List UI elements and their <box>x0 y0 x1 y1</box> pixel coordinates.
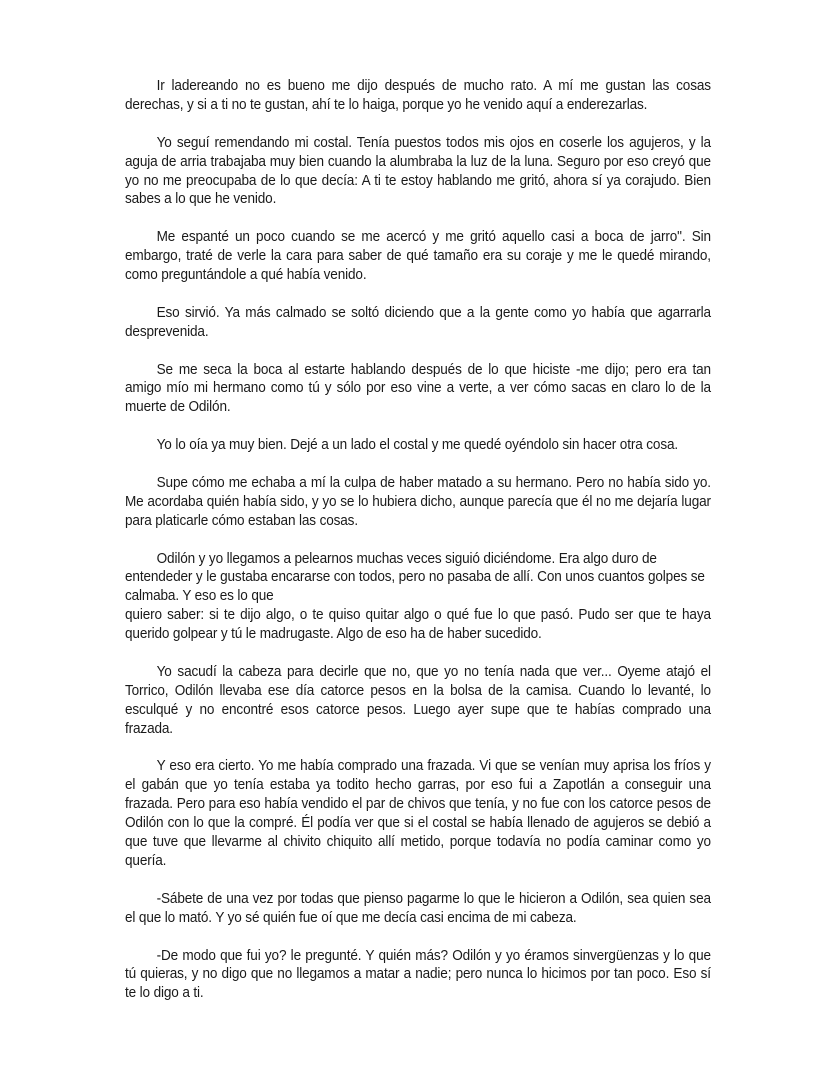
paragraph-9: Yo sacudí la cabeza para decirle que no, que yo no tenía nada que ver... Oyeme atajó el Torrico, Odilón llevaba ese día catorce pesos en la bolsa de la camisa. Cuando lo levanté, lo esculqué y no encontré esos catorce pesos. Luego ayer supe que te habías comprado una frazada. <box>125 663 711 737</box>
paragraph-3: Me espanté un poco cuando se me acercó y me gritó aquello casi a boca de jarro". Sin embargo, traté de verle la cara para saber de qué tamaño era su coraje y me le quedé mirando, como preguntándole a qué había venido. <box>125 229 711 284</box>
paragraph-1: Ir ladereando no es bueno me dijo después de mucho rato. A mí me gustan las cosas derechas, y si a ti no te gustan, ahí te lo haiga, porque yo he venido aquí a enderezarlas. <box>125 78 711 113</box>
paragraph-10: Y eso era cierto. Yo me había comprado una frazada. Vi que se venían muy aprisa los fríos y el gabán que yo tenía estaba ya todito hecho garras, por eso fui a Zapotlán a conseguir una frazada. Pero para eso había vendido el par de chivos que tenía, y no fue con los catorce pesos de Odilón con lo que la compré. Él podía ver que si el costal se había llenado de agujeros se debió a que tuve que llevarme al chivito chiquito allí metido, porque todavía no podía caminar como yo quería. <box>125 758 711 870</box>
paragraph-6: Yo lo oía ya muy bien. Dejé a un lado el costal y me quedé oyéndolo sin hacer otra cosa. <box>156 437 679 454</box>
paragraph-11: -Sábete de una vez por todas que pienso pagarme lo que le hicieron a Odilón, sea quien sea el que lo mató. Y yo sé quién fue oí que me decía casi encima de mi cabeza. <box>125 890 711 926</box>
paragraph-4: Eso sirvió. Ya más calmado se soltó diciendo que a la gente como yo había que agarrarla desprevenida. <box>125 304 711 340</box>
paragraph-8-continuation: quiero saber: si te dijo algo, o te quiso quitar algo o qué fue lo que pasó. Pudo ser que te haya querido golpear y tú le madrugaste. Algo de eso ha de haber sucedido. <box>125 607 711 643</box>
paragraph-12: -De modo que fui yo? le pregunté. Y quién más? Odilón y yo éramos sinvergüenzas y lo que tú quieras, y no digo que no llegamos a matar a nadie; pero nunca lo hicimos por tan poco. Eso sí te lo digo a ti. <box>125 947 711 1002</box>
story-text <box>125 77 711 1022</box>
paragraph-8: Odilón y yo llegamos a pelearnos muchas veces siguió diciéndome. Era algo duro de entendeder y le gustaba encararse con todos, pero no pasaba de allí. Con unos cuantos golpes se calmaba. Y eso es lo que <box>125 550 705 605</box>
paragraph-5: Se me seca la boca al estarte hablando después de lo que hiciste -me dijo; pero era tan amigo mío mi hermano como tú y sólo por eso vine a verte, a ver cómo sacas en claro lo de la muerte de Odilón. <box>125 361 711 416</box>
paragraph-2: Yo seguí remendando mi costal. Tenía puestos todos mis ojos en coserle los agujeros, y la aguja de arria trabajaba muy bien cuando la alumbraba la luz de la luna. Seguro por eso creyó que yo no me preocupaba de lo que decía: A ti te estoy hablando me gritó, ahora sí ya corajudo. Bien sabes a lo que he venido. <box>125 134 711 208</box>
paragraph-7: Supe cómo me echaba a mí la culpa de haber matado a su hermano. Pero no había sido yo. Me acordaba quién había sido, y yo se lo hubiera dicho, aunque parecía que él no me dejaría lugar para platicarle cómo estaban las cosas. <box>125 474 711 529</box>
